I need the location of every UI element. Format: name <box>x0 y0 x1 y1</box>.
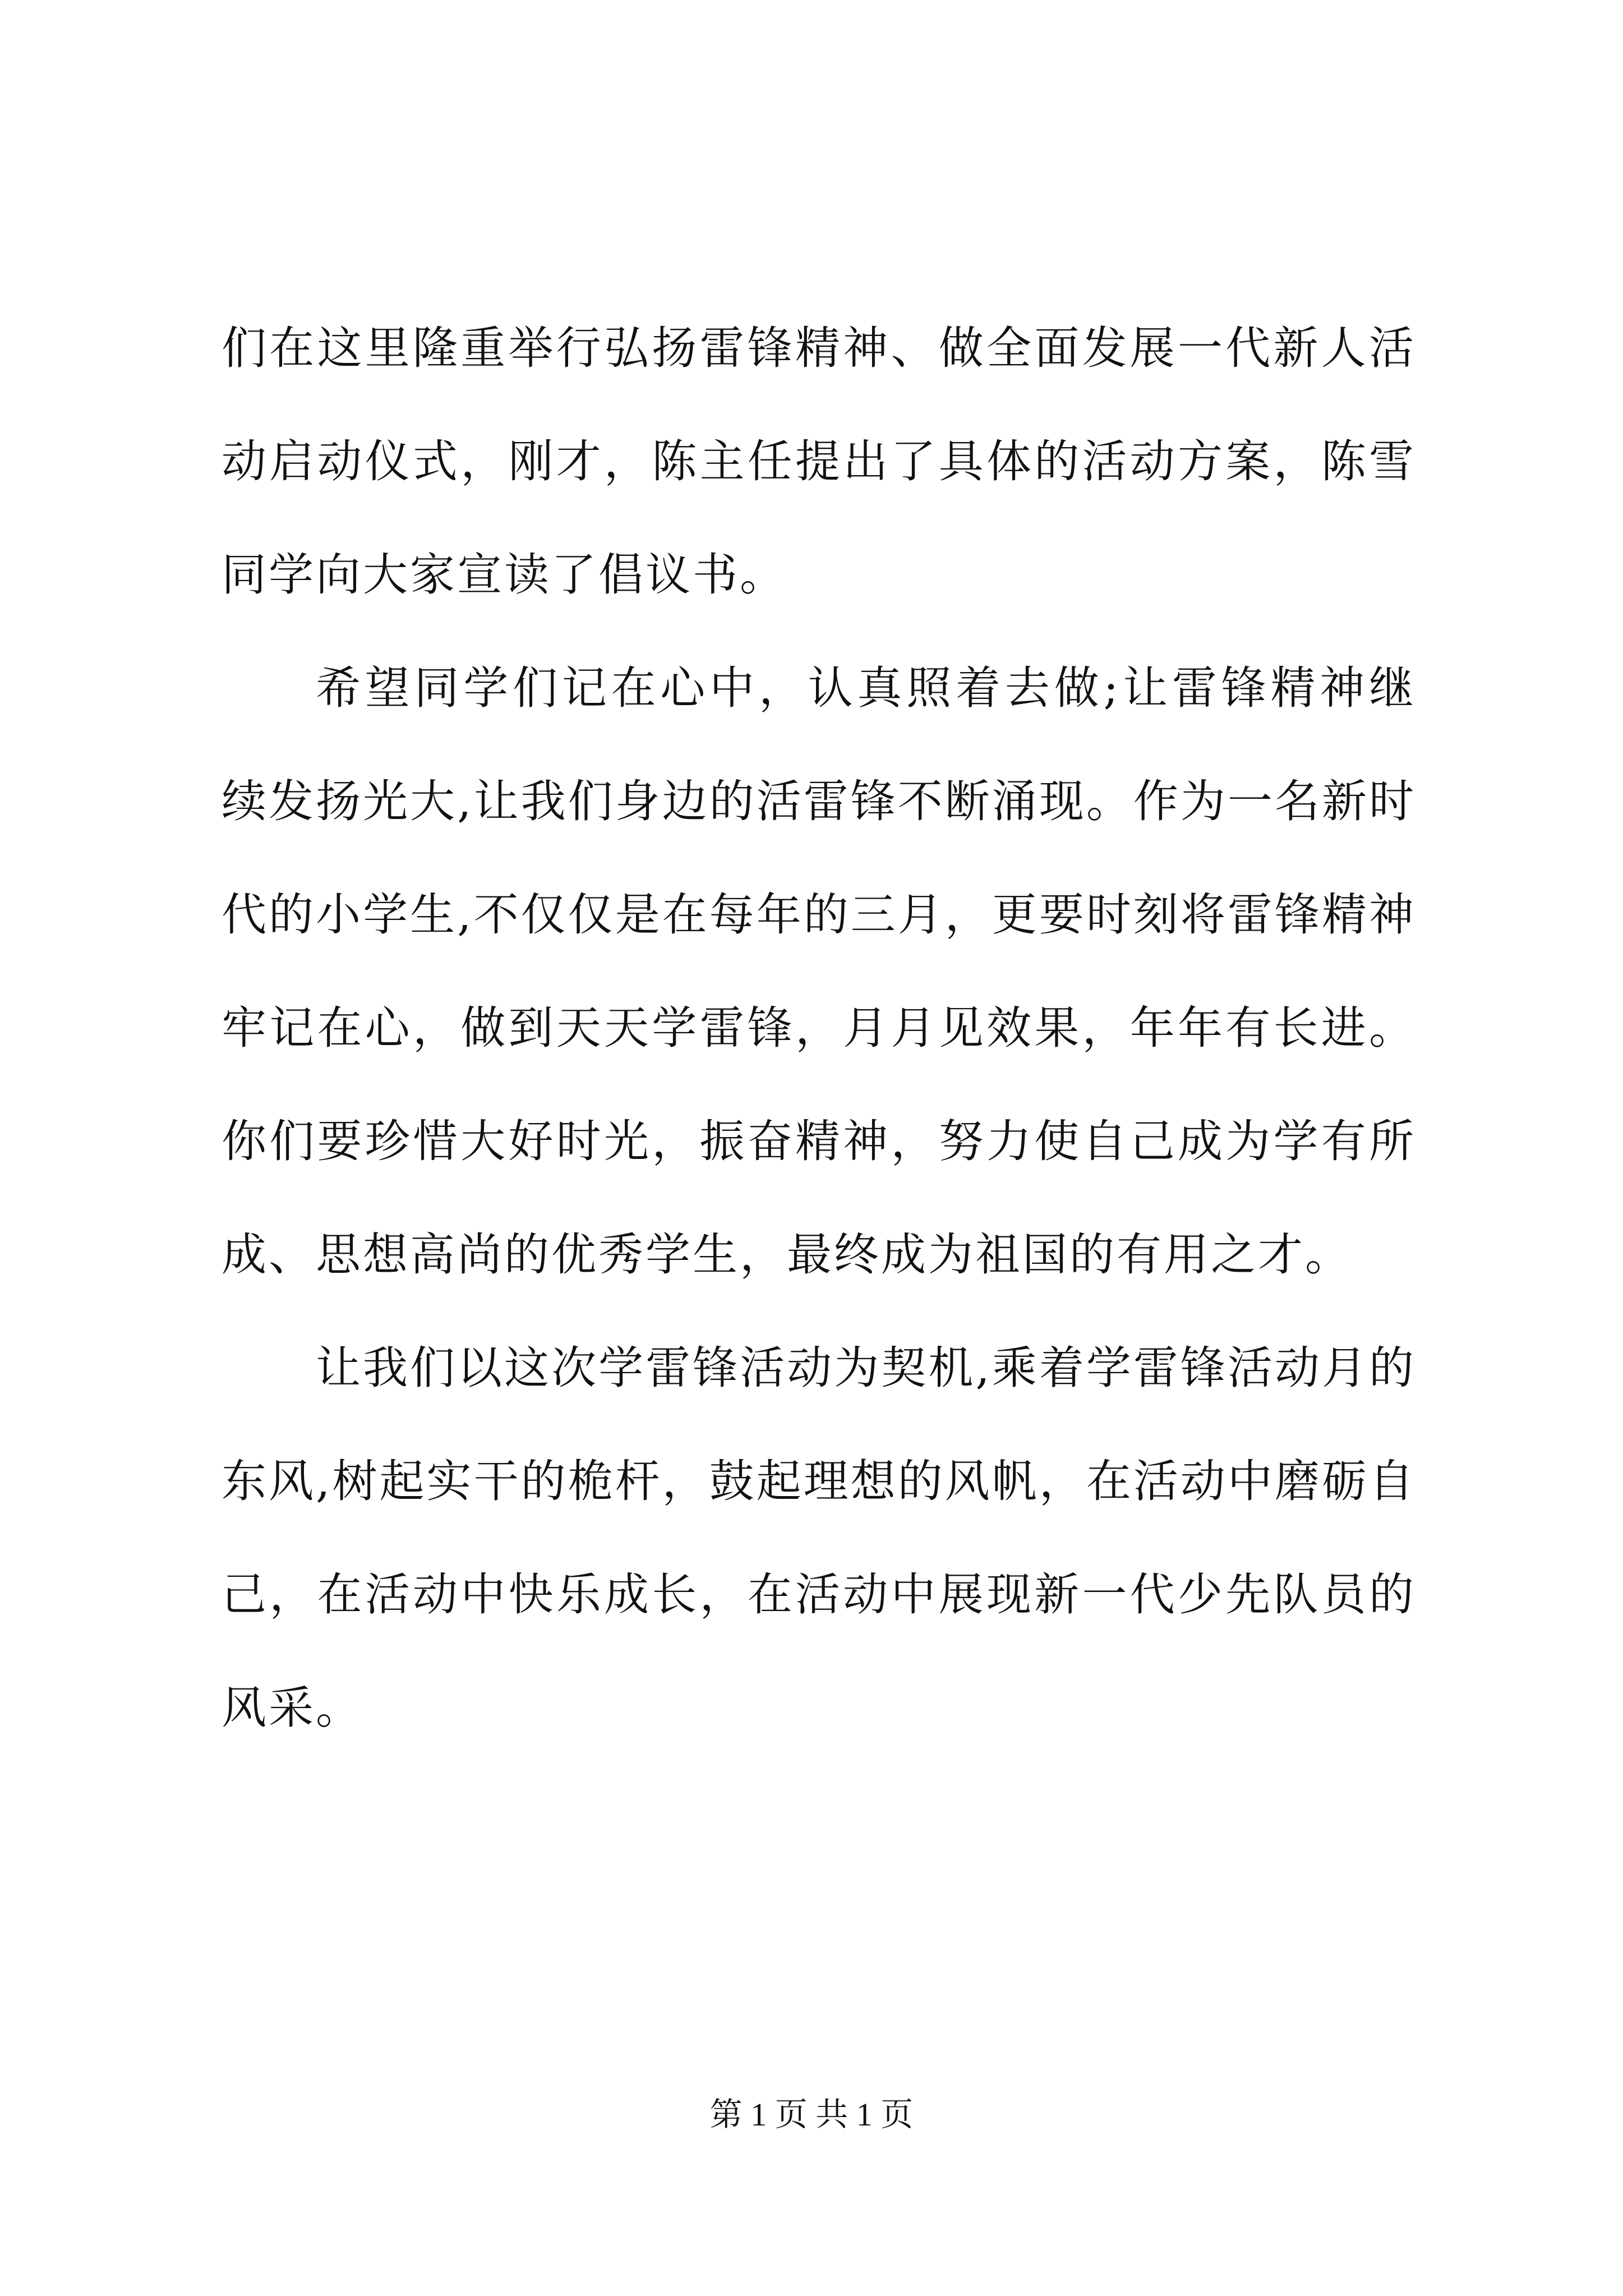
paragraph-continuation: 们在这里隆重举行弘扬雷锋精神、做全面发展一代新人活动启动仪式，刚才，陈主任提出了具体的活动方案，陈雪同学向大家宣读了倡议书。 <box>222 322 1416 601</box>
document-body <box>222 292 1416 1765</box>
paragraph-hope: 希望同学们记在心中，认真照着去做;让雷锋精神继续发扬光大,让我们身边的活雷锋不断涌现。作为一名新时代的小学生,不仅仅是在每年的三月，更要时刻将雷锋精神牢记在心，做到天天学雷锋，月月见效果，年年有长进。你们要珍惜大好时光，振奋精神，努力使自己成为学有所成、思想高尚的优秀学生，最终成为祖国的有用之才。 <box>222 662 1416 1281</box>
page-number-footer: 第 1 页 共 1 页 <box>709 2096 914 2133</box>
paragraph-closing: 让我们以这次学雷锋活动为契机,乘着学雷锋活动月的东风,树起实干的桅杆，鼓起理想的风帆，在活动中磨砺自己，在活动中快乐成长，在活动中展现新一代少先队员的风采。 <box>222 1342 1416 1734</box>
